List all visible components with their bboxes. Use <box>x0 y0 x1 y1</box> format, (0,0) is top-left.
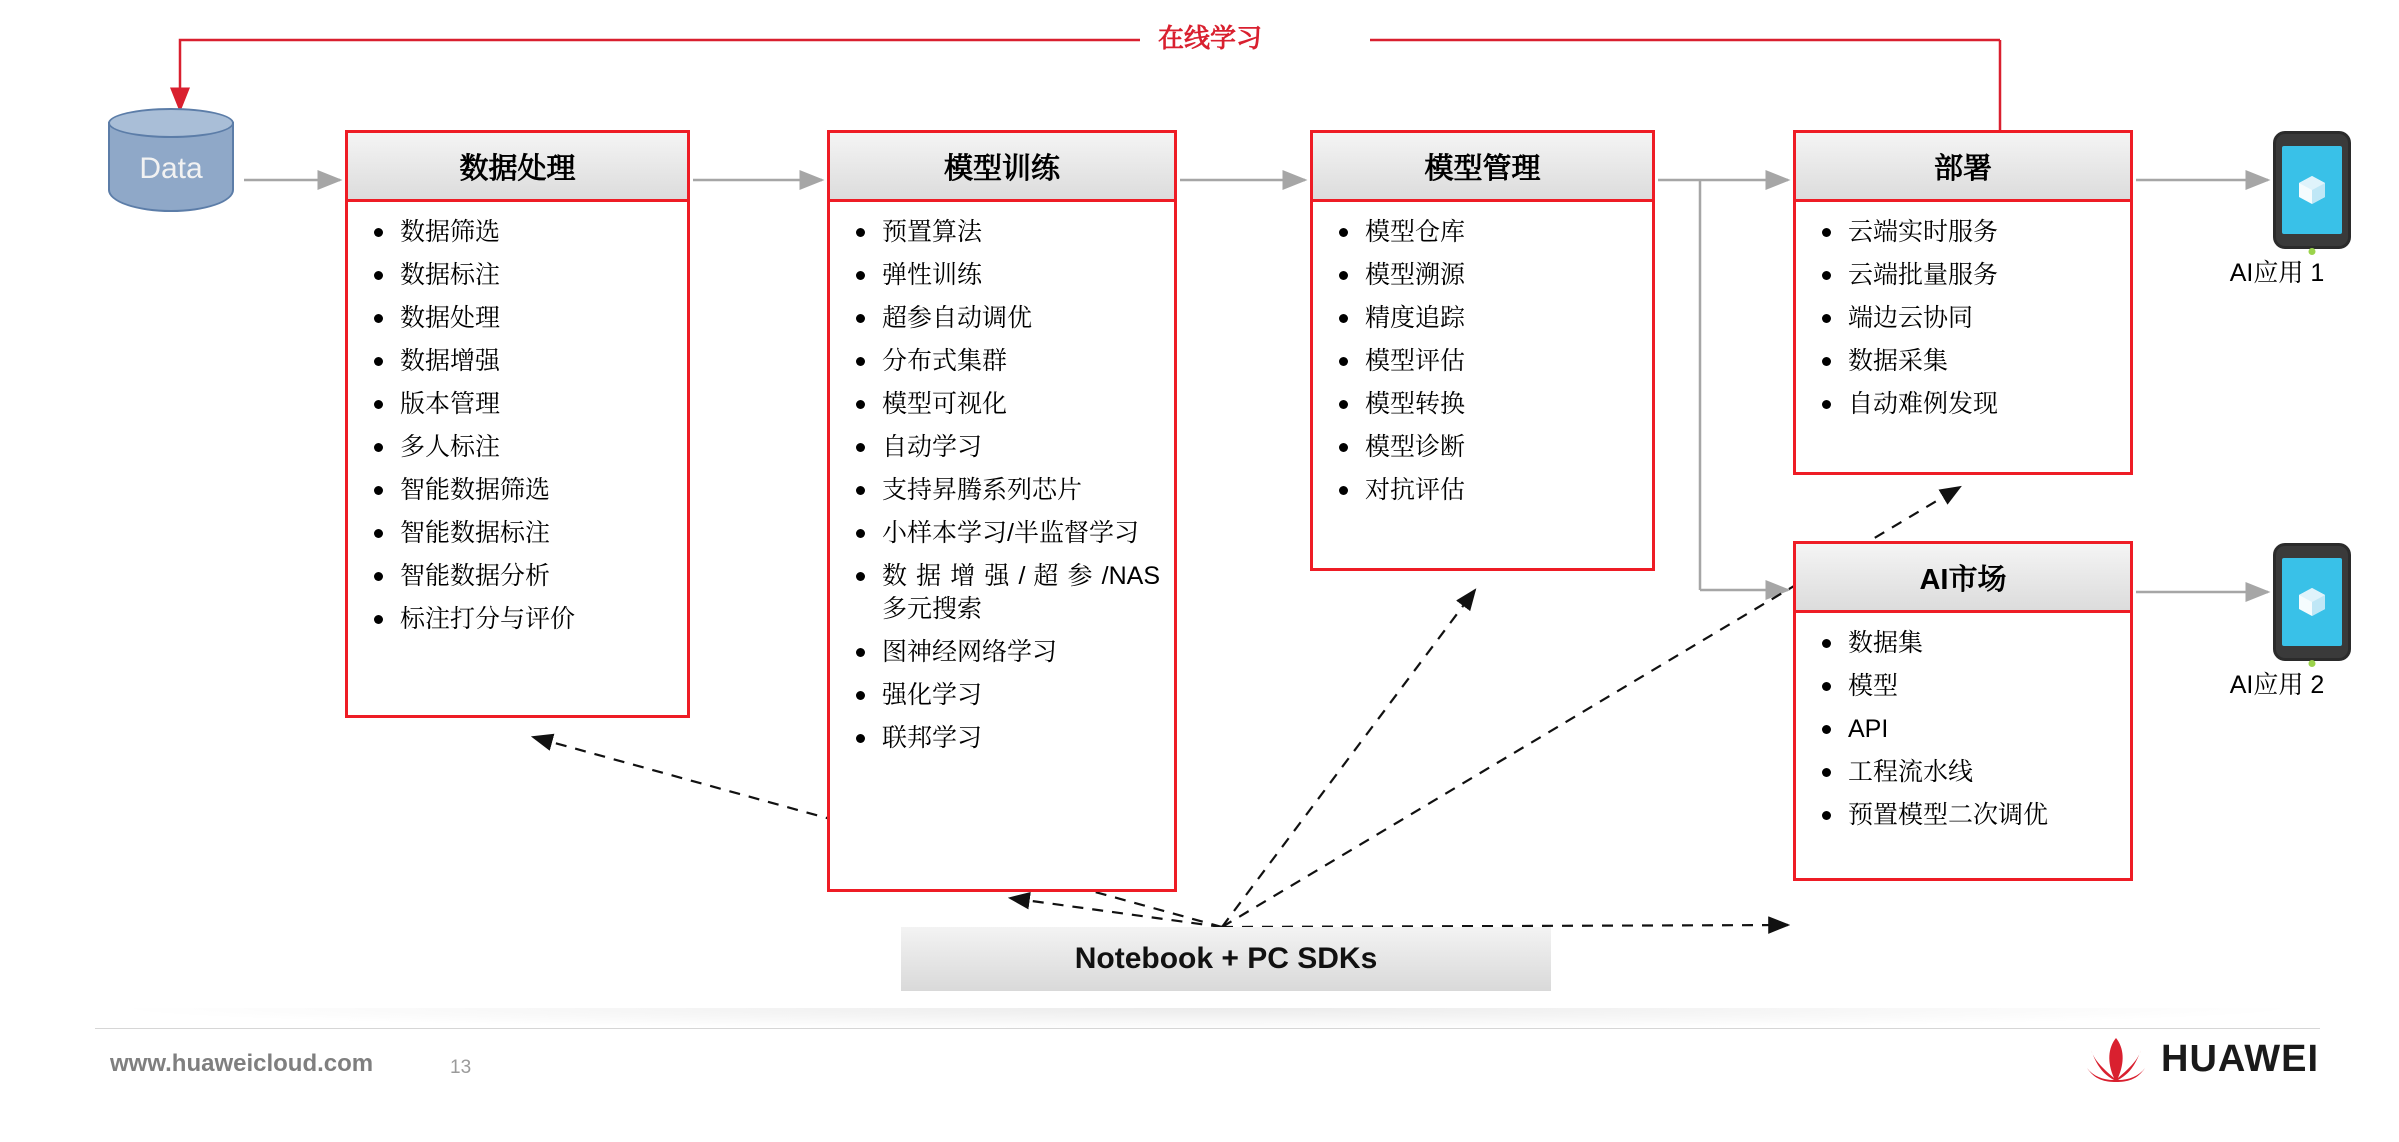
list-item: 模型 <box>1848 670 2116 703</box>
stage-item-list <box>348 216 687 636</box>
list-item: 弹性训练 <box>882 259 1160 292</box>
brand-name: HUAWEI <box>2161 1037 2319 1080</box>
list-item: 多人标注 <box>400 431 673 464</box>
list-item: 分布式集群 <box>882 345 1160 378</box>
list-item: 模型评估 <box>1365 345 1638 378</box>
list-item: 云端批量服务 <box>1848 259 2116 292</box>
list-item: 精度追踪 <box>1365 302 1638 335</box>
list-item: 数据增强 <box>400 345 673 378</box>
stage-model-training[interactable] <box>827 130 1177 892</box>
data-source-cylinder <box>108 108 236 226</box>
list-item: 数据筛选 <box>400 216 673 249</box>
list-item: 模型可视化 <box>882 388 1160 421</box>
footer-shadow <box>95 1008 2320 1030</box>
stage-data-processing[interactable] <box>345 130 690 718</box>
list-item: 自动难例发现 <box>1848 388 2116 421</box>
phone-icon <box>2273 543 2351 661</box>
phone-icon <box>2273 131 2351 249</box>
list-item: 智能数据筛选 <box>400 474 673 507</box>
list-item: 预置模型二次调优 <box>1848 799 2116 832</box>
notebook-sdk-bar[interactable]: Notebook + PC SDKs <box>901 927 1551 991</box>
list-item: 模型转换 <box>1365 388 1638 421</box>
list-item: 超参自动调优 <box>882 302 1160 335</box>
list-item: 标注打分与评价 <box>400 603 673 636</box>
list-item: 智能数据标注 <box>400 517 673 550</box>
list-item: 联邦学习 <box>882 722 1160 755</box>
stage-title: 部署 <box>1796 133 2130 202</box>
online-learning-label: 在线学习 <box>1148 18 1272 55</box>
footer-divider <box>95 1028 2320 1029</box>
stage-title: 模型训练 <box>830 133 1174 202</box>
list-item: 图神经网络学习 <box>882 636 1160 669</box>
stage-item-list <box>1796 216 2130 421</box>
cube-icon <box>2294 172 2330 208</box>
ai-app-1-label: AI应用 1 <box>2229 259 2325 287</box>
list-item: 预置算法 <box>882 216 1160 249</box>
footer-url: www.huaweicloud.com <box>110 1050 374 1077</box>
stage-item-list <box>1796 627 2130 832</box>
list-item: API <box>1848 713 2116 746</box>
stage-item-list <box>1313 216 1652 507</box>
list-item: 模型诊断 <box>1365 431 1638 464</box>
stage-title: 模型管理 <box>1313 133 1652 202</box>
list-item: 数据处理 <box>400 302 673 335</box>
data-source-label: Data <box>139 152 203 185</box>
list-item: 工程流水线 <box>1848 756 2116 789</box>
list-item: 模型溯源 <box>1365 259 1638 292</box>
huawei-flower-icon <box>2085 1036 2147 1082</box>
stage-deployment[interactable] <box>1793 130 2133 475</box>
list-item: 数 据 增 强 / 超 参 /NAS 多元搜索 <box>882 560 1160 626</box>
stage-model-management[interactable] <box>1310 130 1655 571</box>
stage-ai-market[interactable] <box>1793 541 2133 881</box>
phone-screen <box>2282 146 2342 234</box>
stage-item-list <box>830 216 1174 755</box>
list-item: 小样本学习/半监督学习 <box>882 517 1160 550</box>
list-item: 支持昇腾系列芯片 <box>882 474 1160 507</box>
list-item: 数据采集 <box>1848 345 2116 378</box>
list-item: 模型仓库 <box>1365 216 1638 249</box>
notebook-connections <box>533 487 1960 927</box>
cube-icon <box>2294 584 2330 620</box>
list-item: 对抗评估 <box>1365 474 1638 507</box>
list-item: 版本管理 <box>400 388 673 421</box>
list-item: 智能数据分析 <box>400 560 673 593</box>
brand-logo <box>2085 1036 2319 1082</box>
stage-title: 数据处理 <box>348 133 687 202</box>
list-item: 数据标注 <box>400 259 673 292</box>
stage-title: AI市场 <box>1796 544 2130 613</box>
cylinder-top <box>108 108 234 138</box>
list-item: 数据集 <box>1848 627 2116 660</box>
list-item: 强化学习 <box>882 679 1160 712</box>
ai-app-2-label: AI应用 2 <box>2229 671 2325 699</box>
phone-screen <box>2282 558 2342 646</box>
page-number: 13 <box>450 1057 472 1078</box>
list-item: 端边云协同 <box>1848 302 2116 335</box>
list-item: 自动学习 <box>882 431 1160 464</box>
list-item: 云端实时服务 <box>1848 216 2116 249</box>
